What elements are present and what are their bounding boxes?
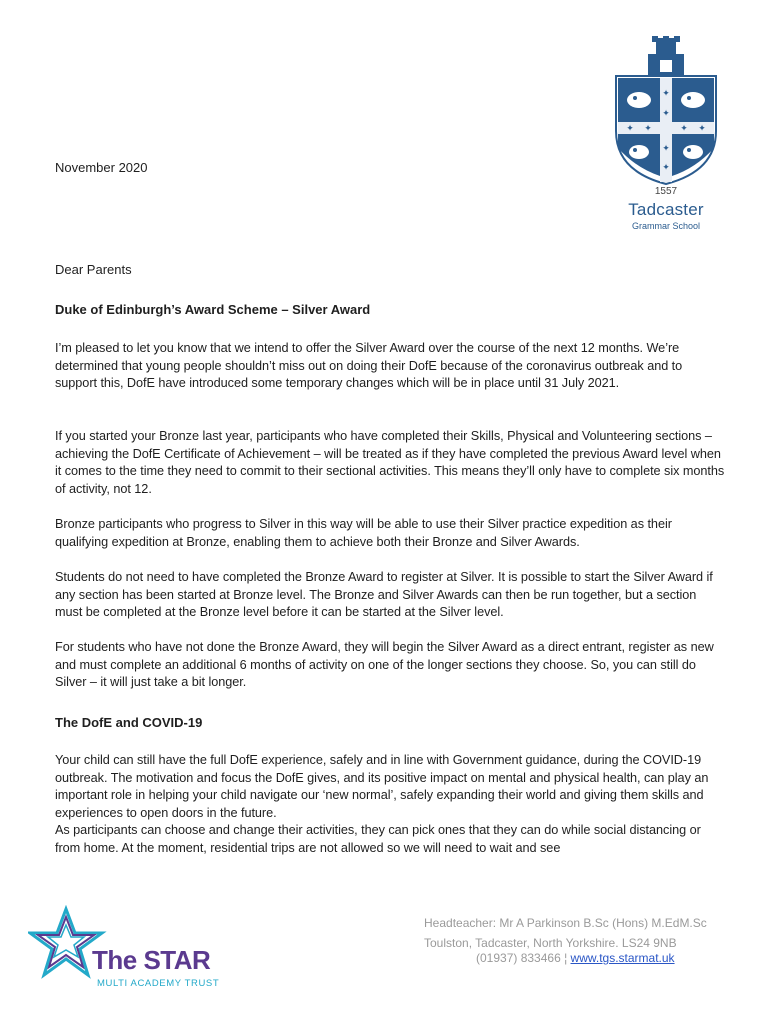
trust-name: The STAR [92,945,211,975]
svg-text:✦: ✦ [626,123,634,133]
svg-text:✦: ✦ [662,88,670,98]
section-heading-covid: The DofE and COVID-19 [55,715,203,730]
paragraph-5: For students who have not done the Bronze Award, they will begin the Silver Award as a direct entrant, register as new and must complete an additional 6 months of activity on one of the longer sections they choose. So, you can still do Silver – it will just take a bit longer. [55,640,714,690]
paragraph-4: Students do not need to have completed the Bronze Award to register at Silver. It is possible to start the Silver Award if any section has been started at Bronze level. The Bronze and Silver Awards can then be run together, but a section must be completed at the Bronze level before it can be started at the Silver level. [55,570,713,620]
website-link[interactable]: www.tgs.starmat.uk [570,951,675,965]
crest-year: 1557 [654,186,678,197]
paragraph-1: I’m pleased to let you know that we intend to offer the Silver Award over the course of the next 12 months. We’re determined that young people shouldn’t miss out on doing their DofE because of the coronavirus outbreak and to support this, DofE have introduced some temporary changes which will be in place until 31 July 2021. [55,341,683,391]
paragraph-2: If you started your Bronze last year, participants who have completed their Skills, Physical and Volunteering sections – achieving the DofE Certificate of Achievement – will be treated as if they have completed the previous Award level when it comes to the time they need to commit to their sectional activities. This means they’ll only have to complete six months of activity, not 12. [55,429,725,496]
svg-text:✦: ✦ [644,123,652,133]
school-subtitle: Grammar School [631,221,701,231]
svg-text:✦: ✦ [698,123,706,133]
phone-number: (01937) 833466 ¦ [476,951,571,965]
crest-shield-icon [608,36,724,186]
covid-paragraph-2: As participants can choose and change their activities, they can pick ones that they can do while social distancing or from home. At the moment, residential trips are not allowed so we will need to wait and see [55,823,701,855]
svg-text:✦: ✦ [662,143,670,153]
paragraph-3: Bronze participants who progress to Silver in this way will be able to use their Silver practice expedition as their qualifying expedition at Bronze, enabling them to achieve both their Bronze and Silver Awards. [55,517,672,549]
svg-text:✦: ✦ [680,123,688,133]
salutation: Dear Parents [55,262,132,277]
svg-text:✦: ✦ [662,108,670,118]
contact-line [476,951,675,965]
address-line: Toulston, Tadcaster, North Yorkshire. LS24 9NB [424,936,677,950]
school-name: Tadcaster [628,200,704,219]
trust-subtitle: MULTI ACADEMY TRUST [97,978,220,989]
school-crest [608,36,724,236]
covid-paragraph-1: Your child can still have the full DofE experience, safely and in line with Government guidance, during the COVID-19 outbreak. The motivation and focus the DofE gives, and its positive impact on mental and physical health, can play an important role in helping your child navigate our ‘new normal’, safely expanding their world and giving them skills and experiences to open doors in the future. [55,753,709,820]
svg-text:✦: ✦ [662,162,670,172]
headteacher-line: Headteacher: Mr A Parkinson B.Sc (Hons) M.EdM.Sc [424,916,707,930]
letter-date: November 2020 [55,160,148,175]
letter-title: Duke of Edinburgh’s Award Scheme – Silver Award [55,302,371,317]
